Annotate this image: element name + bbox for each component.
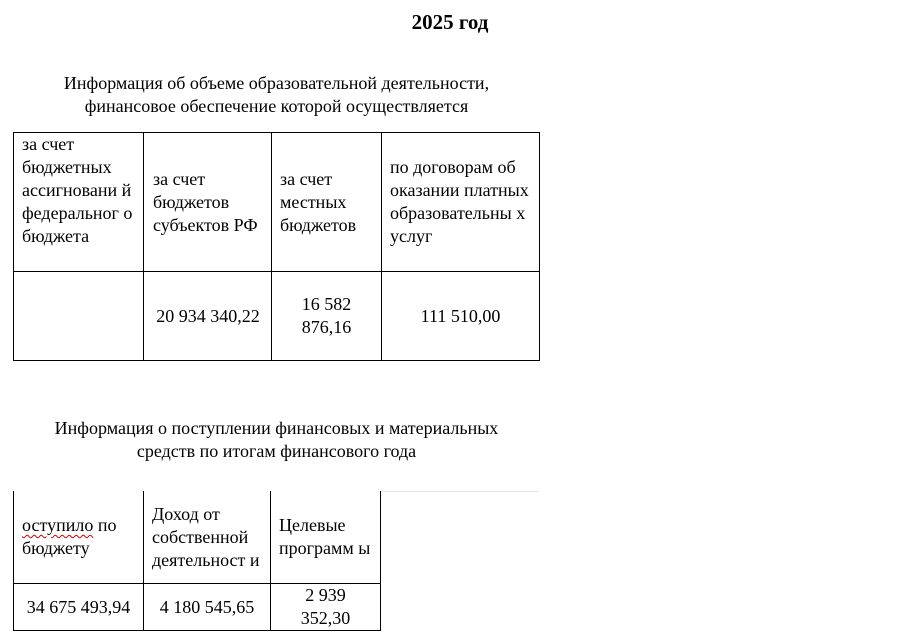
financial-receipts-title-line-2: средств по итогам финансового года xyxy=(136,441,417,461)
education-volume-title xyxy=(14,72,539,118)
financial-receipts-table xyxy=(13,491,381,631)
education-volume-title-line-2: финансовое обеспечение которой осуществляется xyxy=(84,96,469,116)
header-budget-receipts-rest: по бюджету xyxy=(22,515,117,558)
faint-divider xyxy=(381,491,539,492)
value-paid-services: 111 510,00 xyxy=(382,272,540,361)
table-header-row xyxy=(14,491,381,584)
financial-receipts-title xyxy=(14,417,539,463)
financial-receipts-title-line-1: Информация о поступлении финансовых и материальных xyxy=(54,418,499,438)
value-budget-receipts: 34 675 493,94 xyxy=(14,584,144,631)
header-own-income: Доход от собственной деятельност и xyxy=(144,491,271,584)
value-regional-budget: 20 934 340,22 xyxy=(144,272,272,361)
page-year-heading: 2025 год xyxy=(411,10,489,34)
value-own-income: 4 180 545,65 xyxy=(144,584,271,631)
table-row xyxy=(14,272,540,361)
header-regional-budget: за счет бюджетов субъектов РФ xyxy=(144,133,272,272)
table-row xyxy=(14,584,381,631)
education-volume-table xyxy=(13,132,540,361)
spellcheck-word[interactable]: оступило xyxy=(22,515,94,535)
value-target-programs: 2 939 352,30 xyxy=(271,584,381,631)
header-budget-receipts xyxy=(14,491,144,584)
value-local-budget: 16 582 876,16 xyxy=(272,272,382,361)
header-target-programs: Целевые программ ы xyxy=(271,491,381,584)
header-paid-services: по договорам об оказании платных образовательны х услуг xyxy=(382,133,540,272)
header-federal-budget: за счет бюджетных ассигновани й федеральног о бюджета xyxy=(14,133,144,272)
value-federal-budget xyxy=(14,272,144,361)
table-header-row xyxy=(14,133,540,272)
education-volume-title-line-1: Информация об объеме образовательной деятельности, xyxy=(63,73,490,93)
header-local-budget: за счет местных бюджетов xyxy=(272,133,382,272)
